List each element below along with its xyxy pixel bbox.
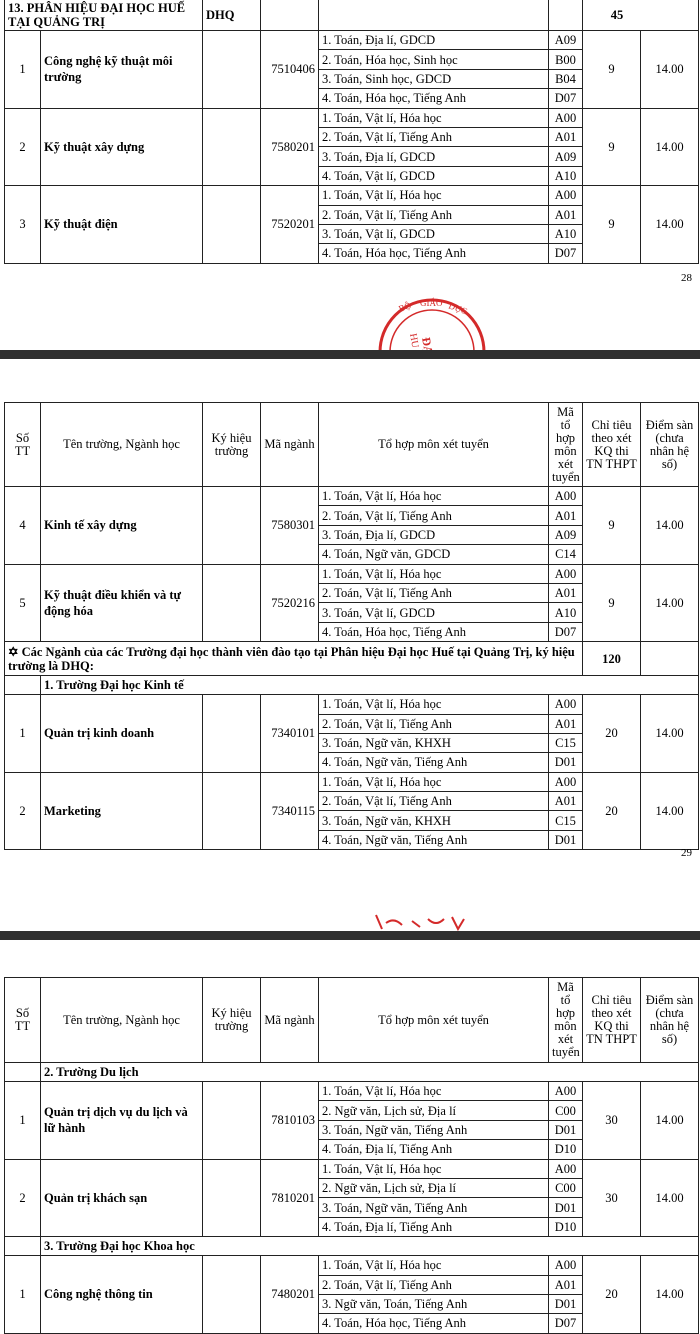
major-stt: 2: [5, 1159, 41, 1237]
major-quota: 30: [583, 1159, 641, 1237]
admission-table-page-29: [4, 402, 699, 850]
combo-code: A00: [549, 772, 583, 791]
combo-text: 4. Toán, Hóa học, Tiếng Anh: [319, 622, 549, 641]
combo-code: A10: [549, 166, 583, 185]
combo-code: A01: [549, 1275, 583, 1294]
combo-code: A00: [549, 1082, 583, 1101]
combo-code: C15: [549, 811, 583, 830]
combo-code: D10: [549, 1217, 583, 1236]
major-name: Kinh tế xây dựng: [41, 487, 203, 565]
combo-text: 2. Toán, Vật lí, Tiếng Anh: [319, 714, 549, 733]
combo-text: 1. Toán, Vật lí, Hóa học: [319, 186, 549, 205]
combo-code: C00: [549, 1101, 583, 1120]
combo-text: 3. Toán, Địa lí, GDCD: [319, 147, 549, 166]
combo-text: 2. Toán, Vật lí, Tiếng Anh: [319, 583, 549, 602]
col-combo: Tổ hợp môn xét tuyển: [319, 403, 549, 487]
table-header-row: [5, 403, 699, 487]
combo-text: 1. Toán, Vật lí, Hóa học: [319, 1159, 549, 1178]
combo-text: 4. Toán, Vật lí, GDCD: [319, 166, 549, 185]
combo-code: A01: [549, 127, 583, 146]
major-school-code: [203, 1082, 261, 1160]
major-code: 7340115: [261, 772, 319, 850]
table-row: [5, 1082, 699, 1101]
section-spacer: [5, 1063, 41, 1082]
major-school-code: [203, 108, 261, 186]
combo-code: A01: [549, 583, 583, 602]
major-stt: 1: [5, 1256, 41, 1334]
combo-code: D01: [549, 1294, 583, 1313]
major-quota: 9: [583, 186, 641, 264]
major-name: Marketing: [41, 772, 203, 850]
major-code: 7340101: [261, 695, 319, 773]
col-stt: Số TT: [5, 403, 41, 487]
table-header-row: [5, 978, 699, 1063]
table-row: [5, 564, 699, 583]
combo-code: A00: [549, 564, 583, 583]
combo-code: A01: [549, 792, 583, 811]
combo-text: 4. Toán, Địa lí, Tiếng Anh: [319, 1140, 549, 1159]
combo-code: A10: [549, 603, 583, 622]
major-school-code: [203, 1256, 261, 1334]
note-row: [5, 642, 699, 676]
col-school-code: Ký hiệu trường: [203, 403, 261, 487]
col-school-code: Ký hiệu trường: [203, 978, 261, 1063]
major-name: Kỹ thuật điện: [41, 186, 203, 264]
official-seal: [370, 292, 500, 354]
major-school-code: [203, 1159, 261, 1237]
combo-code: A00: [549, 186, 583, 205]
section-title: 1. Trường Đại học Kinh tế: [41, 676, 699, 695]
table-row: [5, 186, 699, 205]
section-row: [5, 676, 699, 695]
major-score: 14.00: [641, 186, 699, 264]
col-major-code: Mã ngành: [261, 403, 319, 487]
combo-text: 2. Toán, Vật lí, Tiếng Anh: [319, 127, 549, 146]
major-school-code: [203, 564, 261, 642]
combo-text: 1. Toán, Vật lí, Hóa học: [319, 487, 549, 506]
combo-text: 2. Toán, Vật lí, Tiếng Anh: [319, 506, 549, 525]
major-quota: 9: [583, 31, 641, 109]
major-score: 14.00: [641, 108, 699, 186]
major-school-code: [203, 31, 261, 109]
major-stt: 2: [5, 108, 41, 186]
major-quota: 30: [583, 1082, 641, 1160]
major-stt: 3: [5, 186, 41, 264]
major-score: 14.00: [641, 564, 699, 642]
page-number: 28: [681, 272, 692, 284]
major-quota: 9: [583, 564, 641, 642]
major-code: 7810201: [261, 1159, 319, 1237]
page-separator: [0, 350, 700, 359]
major-stt: 1: [5, 695, 41, 773]
major-stt: 4: [5, 487, 41, 565]
col-combo-code: Mã tổ hợp môn xét tuyển: [549, 978, 583, 1063]
combo-text: 1. Toán, Vật lí, Hóa học: [319, 108, 549, 127]
combo-code: A01: [549, 714, 583, 733]
school-name: 13. PHÂN HIỆU ĐẠI HỌC HUẾ TẠI QUẢNG TRỊ: [5, 0, 203, 31]
major-score: 14.00: [641, 695, 699, 773]
combo-text: 2. Toán, Vật lí, Tiếng Anh: [319, 205, 549, 224]
admission-table-page-30: [4, 977, 699, 1334]
combo-text: 4. Toán, Hóa học, Tiếng Anh: [319, 244, 549, 263]
combo-code: D10: [549, 1140, 583, 1159]
section-title: 3. Trường Đại học Khoa học: [41, 1237, 699, 1256]
combo-code: C14: [549, 545, 583, 564]
seal-fragment: [372, 913, 482, 931]
admission-table-page-28: [4, 0, 699, 264]
combo-text: 2. Toán, Vật lí, Tiếng Anh: [319, 792, 549, 811]
combo-text: 1. Toán, Vật lí, Hóa học: [319, 695, 549, 714]
combo-code: C00: [549, 1178, 583, 1197]
combo-text: 4. Toán, Ngữ văn, GDCD: [319, 545, 549, 564]
table-row: [5, 108, 699, 127]
combo-code: A01: [549, 506, 583, 525]
major-school-code: [203, 695, 261, 773]
major-quota: 9: [583, 108, 641, 186]
section-row: [5, 1237, 699, 1256]
major-school-code: [203, 772, 261, 850]
combo-text: 3. Toán, Ngữ văn, KHXH: [319, 811, 549, 830]
section-row: [5, 1063, 699, 1082]
major-name: Kỹ thuật điều khiển và tự động hóa: [41, 564, 203, 642]
major-score: 14.00: [641, 487, 699, 565]
combo-text: 1. Toán, Địa lí, GDCD: [319, 31, 549, 50]
major-score: 14.00: [641, 772, 699, 850]
school-header-row: [5, 0, 699, 31]
svg-text:HU: HU: [407, 332, 421, 349]
combo-code: D01: [549, 1120, 583, 1139]
combo-code: A00: [549, 1256, 583, 1275]
major-code: 7810103: [261, 1082, 319, 1160]
col-quota: Chỉ tiêu theo xét KQ thi TN THPT: [583, 403, 641, 487]
section-spacer: [5, 1237, 41, 1256]
major-name: Quản trị dịch vụ du lịch và lữ hành: [41, 1082, 203, 1160]
combo-text: 4. Toán, Hóa học, Tiếng Anh: [319, 1314, 549, 1333]
combo-code: A00: [549, 487, 583, 506]
section-title: 2. Trường Du lịch: [41, 1063, 699, 1082]
major-school-code: [203, 487, 261, 565]
combo-text: 4. Toán, Ngữ văn, Tiếng Anh: [319, 753, 549, 772]
major-name: Kỹ thuật xây dựng: [41, 108, 203, 186]
col-score: Điểm sàn (chưa nhân hệ số): [641, 978, 699, 1063]
combo-code: A09: [549, 31, 583, 50]
major-code: 7510406: [261, 31, 319, 109]
combo-code: A00: [549, 1159, 583, 1178]
combo-code: A01: [549, 205, 583, 224]
col-combo: Tổ hợp môn xét tuyển: [319, 978, 549, 1063]
major-stt: 5: [5, 564, 41, 642]
major-name: Quản trị khách sạn: [41, 1159, 203, 1237]
major-name: Công nghệ thông tin: [41, 1256, 203, 1334]
major-code: 7580201: [261, 108, 319, 186]
col-combo-code: Mã tổ hợp môn xét tuyển: [549, 403, 583, 487]
page-number: 29: [681, 847, 692, 859]
combo-code: B04: [549, 69, 583, 88]
major-code: 7520201: [261, 186, 319, 264]
combo-text: 2. Toán, Vật lí, Tiếng Anh: [319, 1275, 549, 1294]
major-name: Quản trị kinh doanh: [41, 695, 203, 773]
major-quota: 9: [583, 487, 641, 565]
combo-text: 3. Toán, Vật lí, GDCD: [319, 603, 549, 622]
svg-text:DỤC: DỤC: [447, 300, 469, 317]
col-name: Tên trường, Ngành học: [41, 403, 203, 487]
combo-code: B00: [549, 50, 583, 69]
combo-code: A00: [549, 695, 583, 714]
table-row: [5, 31, 699, 50]
major-code: 7480201: [261, 1256, 319, 1334]
note-empty: [641, 642, 699, 676]
combo-text: 2. Ngữ văn, Lịch sử, Địa lí: [319, 1178, 549, 1197]
major-quota: 20: [583, 695, 641, 773]
combo-code: A09: [549, 147, 583, 166]
table-row: [5, 487, 699, 506]
note-text: ✡ Các Ngành của các Trường đại học thành viên đào tạo tại Phân hiệu Đại học Huế tại Quảng Trị, ký hiệu trường là DHQ:: [5, 642, 583, 676]
combo-code: A09: [549, 525, 583, 544]
major-stt: 1: [5, 1082, 41, 1160]
combo-text: 2. Toán, Hóa học, Sinh học: [319, 50, 549, 69]
combo-text: 3. Ngữ văn, Toán, Tiếng Anh: [319, 1294, 549, 1313]
combo-code: D01: [549, 753, 583, 772]
document-page-29: [0, 359, 700, 931]
combo-text: 1. Toán, Vật lí, Hóa học: [319, 564, 549, 583]
major-score: 14.00: [641, 1082, 699, 1160]
combo-code: D07: [549, 1314, 583, 1333]
school-code: DHQ: [203, 0, 261, 31]
major-code: 7580301: [261, 487, 319, 565]
page-separator: [0, 931, 700, 940]
major-score: 14.00: [641, 1159, 699, 1237]
combo-text: 3. Toán, Địa lí, GDCD: [319, 525, 549, 544]
combo-text: 3. Toán, Ngữ văn, Tiếng Anh: [319, 1198, 549, 1217]
major-stt: 1: [5, 31, 41, 109]
major-code: 7520216: [261, 564, 319, 642]
table-row: [5, 1256, 699, 1275]
combo-code: A00: [549, 108, 583, 127]
table-row: [5, 772, 699, 791]
combo-code: C15: [549, 733, 583, 752]
combo-text: 3. Toán, Sinh học, GDCD: [319, 69, 549, 88]
major-score: 14.00: [641, 31, 699, 109]
combo-text: 1. Toán, Vật lí, Hóa học: [319, 1082, 549, 1101]
combo-code: D07: [549, 89, 583, 108]
combo-text: 1. Toán, Vật lí, Hóa học: [319, 772, 549, 791]
combo-code: D01: [549, 830, 583, 849]
major-name: Công nghệ kỹ thuật môi trường: [41, 31, 203, 109]
school-quota: 45: [583, 0, 699, 31]
col-major-code: Mã ngành: [261, 978, 319, 1063]
section-spacer: [5, 676, 41, 695]
major-quota: 20: [583, 1256, 641, 1334]
major-school-code: [203, 186, 261, 264]
combo-code: D07: [549, 622, 583, 641]
major-stt: 2: [5, 772, 41, 850]
table-row: [5, 1159, 699, 1178]
col-name: Tên trường, Ngành học: [41, 978, 203, 1063]
major-quota: 20: [583, 772, 641, 850]
combo-text: 3. Toán, Ngữ văn, Tiếng Anh: [319, 1120, 549, 1139]
combo-text: 3. Toán, Vật lí, GDCD: [319, 224, 549, 243]
combo-code: D07: [549, 244, 583, 263]
document-page-30: [0, 940, 700, 1334]
combo-text: 4. Toán, Ngữ văn, Tiếng Anh: [319, 830, 549, 849]
combo-text: 4. Toán, Hóa học, Tiếng Anh: [319, 89, 549, 108]
combo-code: A10: [549, 224, 583, 243]
combo-text: 4. Toán, Địa lí, Tiếng Anh: [319, 1217, 549, 1236]
col-score: Điểm sàn (chưa nhân hệ số): [641, 403, 699, 487]
combo-code: D01: [549, 1198, 583, 1217]
combo-text: 2. Ngữ văn, Lịch sử, Địa lí: [319, 1101, 549, 1120]
col-stt: Số TT: [5, 978, 41, 1063]
document-page-28: [0, 0, 700, 352]
combo-text: 3. Toán, Ngữ văn, KHXH: [319, 733, 549, 752]
combo-text: 1. Toán, Vật lí, Hóa học: [319, 1256, 549, 1275]
col-quota: Chỉ tiêu theo xét KQ thi TN THPT: [583, 978, 641, 1063]
svg-text:GIÁO: GIÁO: [420, 298, 443, 308]
major-score: 14.00: [641, 1256, 699, 1334]
table-row: [5, 695, 699, 714]
svg-text:BỘ: BỘ: [397, 300, 413, 314]
note-quota: 120: [583, 642, 641, 676]
